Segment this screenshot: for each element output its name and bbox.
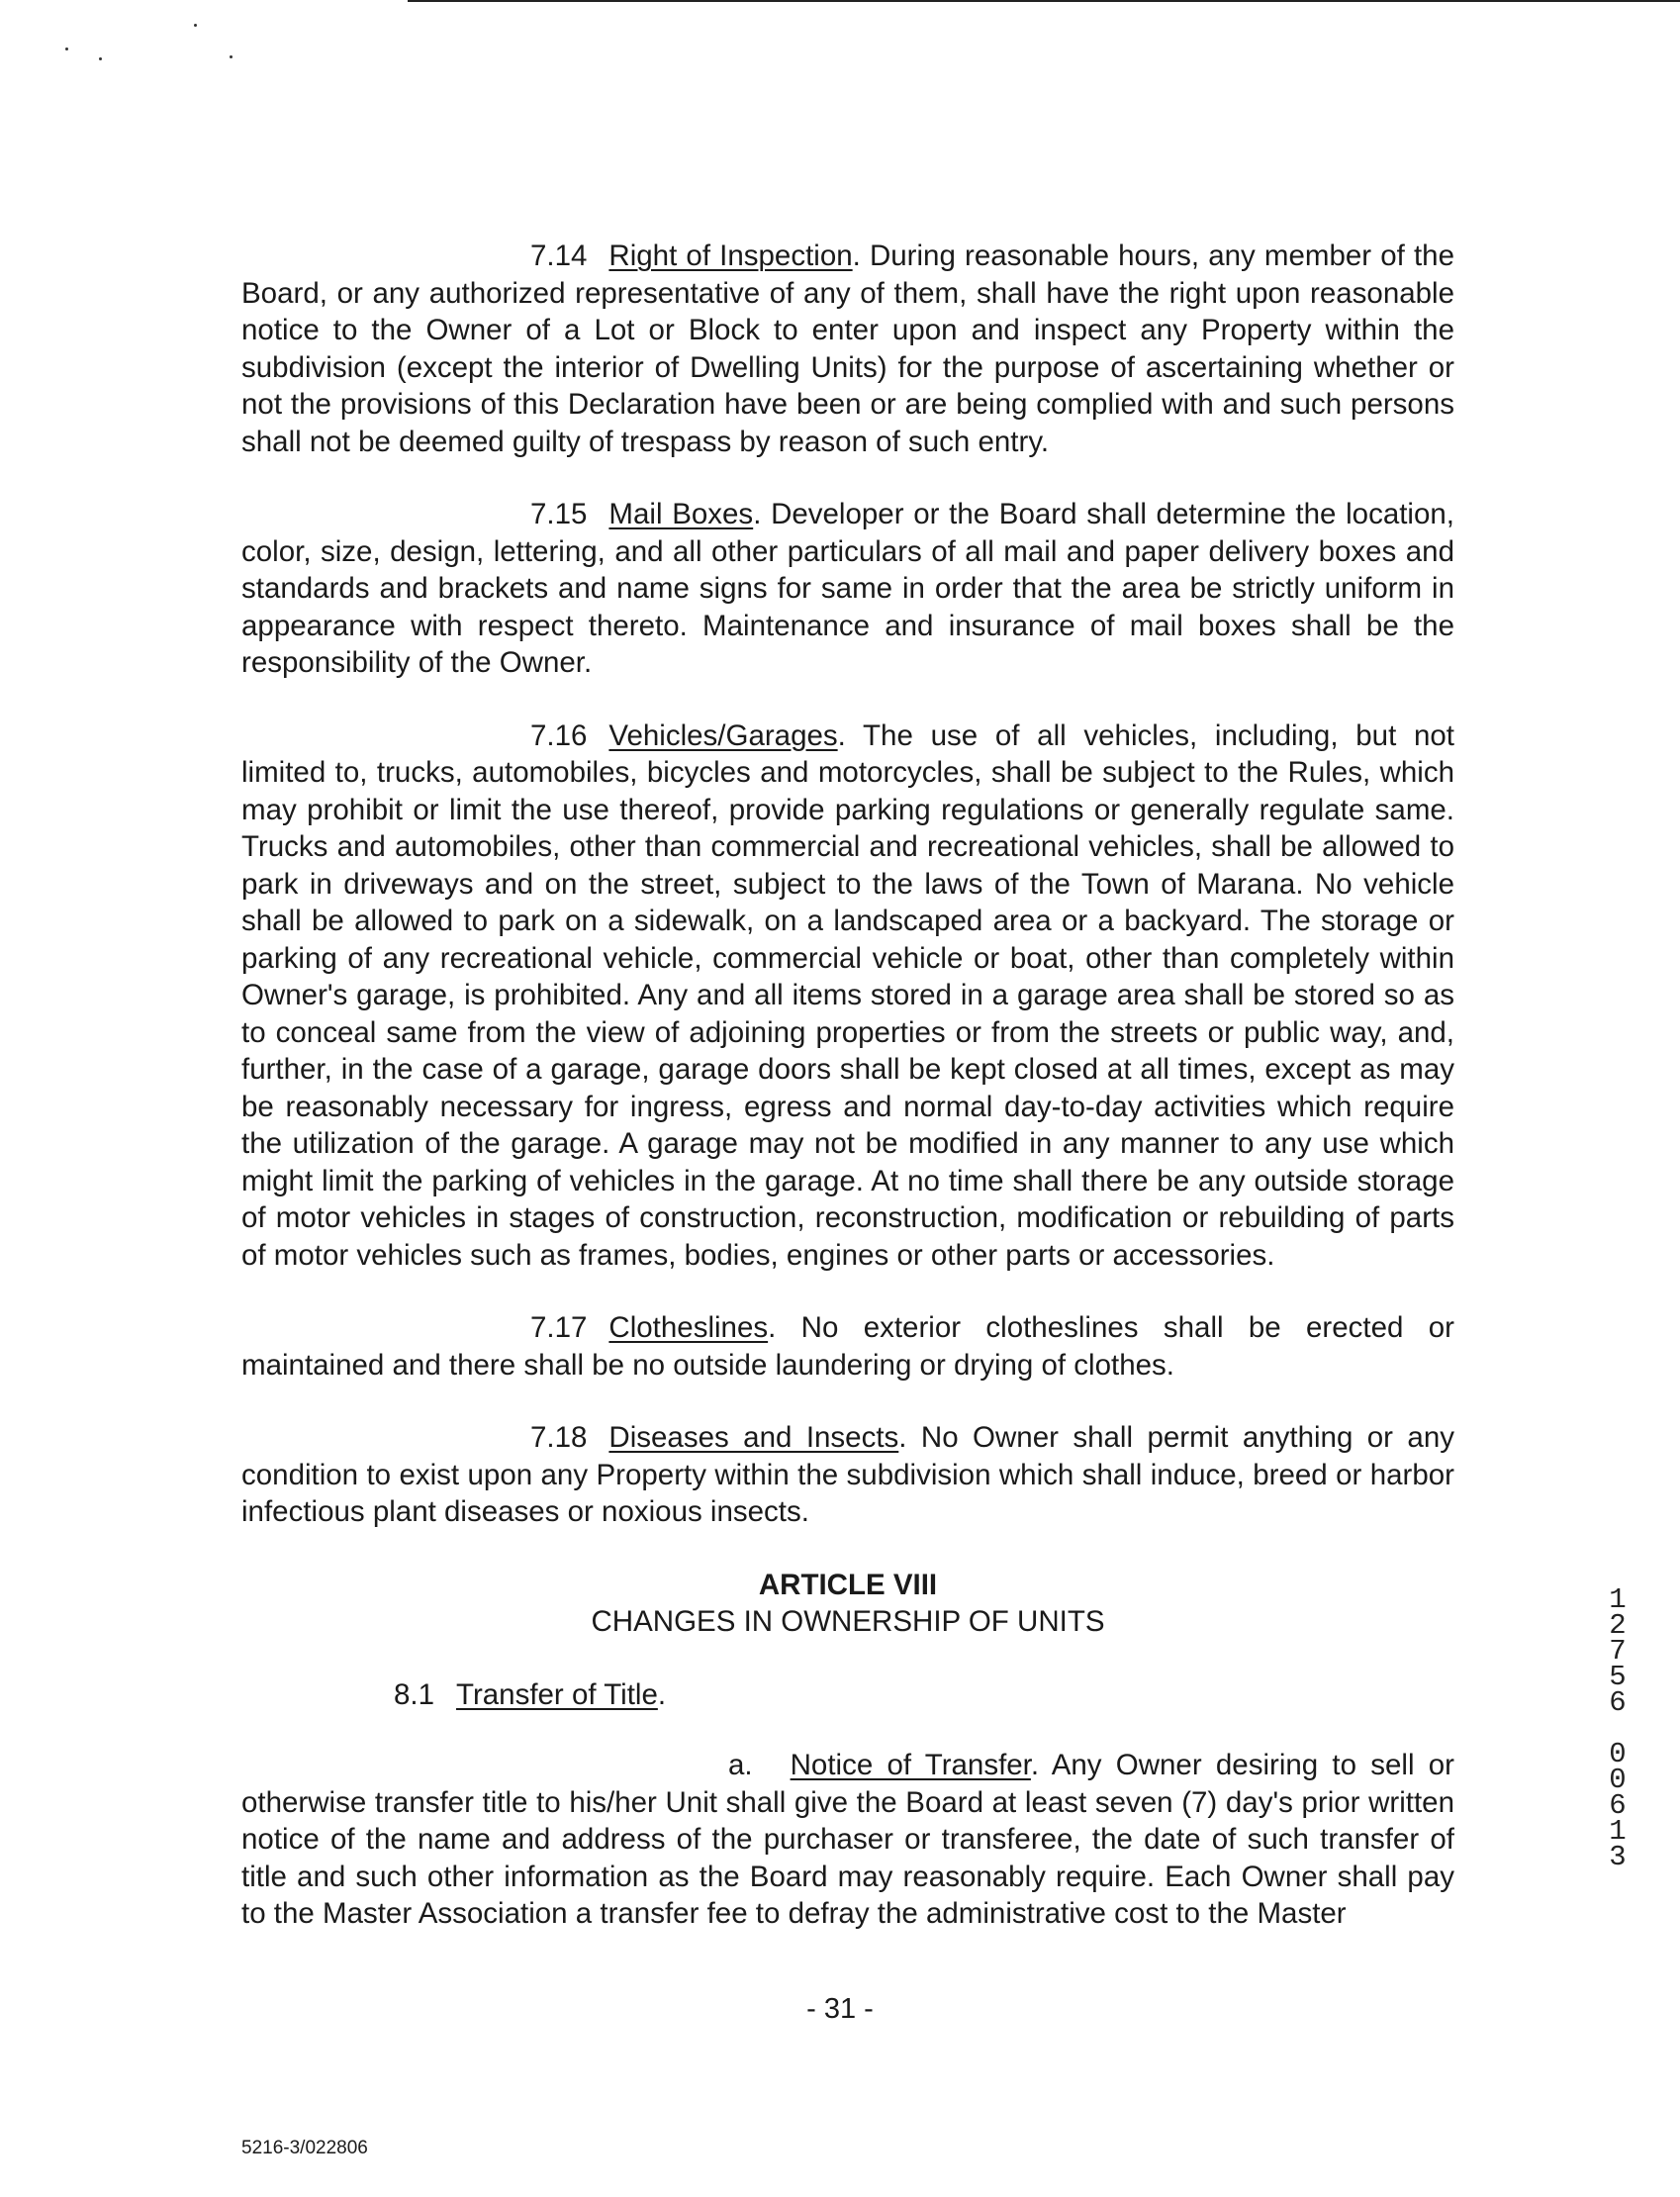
- subsection-suffix: .: [657, 1677, 667, 1711]
- scan-speck: [99, 57, 102, 60]
- recording-digit: 0: [1609, 1764, 1627, 1796]
- section-number: 7.17: [530, 1311, 588, 1344]
- section-text: . No Owner shall permit anything or any condition to exist upon any Property within the subdivision which shall induce, breed or harbor infectious plant diseases or noxious insects.: [241, 1421, 1454, 1528]
- section-number: 7.15: [530, 498, 588, 530]
- article-title: ARTICLE VIII: [758, 1568, 938, 1601]
- subparagraph-heading: Notice of Transfer: [790, 1749, 1031, 1781]
- subparagraph-a: [241, 1747, 1454, 1933]
- scan-speck: [194, 24, 197, 27]
- section-7-15: [241, 496, 1454, 682]
- subparagraph-letter: a.: [728, 1749, 753, 1781]
- recording-digit: 5: [1609, 1661, 1627, 1693]
- scan-speck: [65, 48, 68, 50]
- section-heading: Mail Boxes: [608, 498, 754, 530]
- recording-number: [1603, 1583, 1633, 1873]
- recording-digit: 1: [1609, 1815, 1627, 1848]
- scan-edge-line: [408, 0, 1680, 2]
- recording-digit: 6: [1609, 1686, 1627, 1719]
- subsection-heading: Transfer of Title: [456, 1677, 658, 1711]
- subsection-8-1: [241, 1676, 1454, 1714]
- section-heading: Vehicles/Garages: [608, 718, 838, 752]
- section-number: 7.14: [530, 239, 588, 272]
- section-7-14: [241, 238, 1454, 460]
- page-number: - 31 -: [806, 1993, 874, 2025]
- section-text: . The use of all vehicles, including, but not limited to, trucks, automobiles, bicycles and motorcycles, shall be subject to the Rules, which may prohibit or limit the use thereof, provide parking regulations or generally regulate same. Trucks and automobiles, other than commercial and recreational vehicles, shall be allowed to park in driveways and on the street, subject to the laws of the Town of Marana. No vehicle shall be allowed to park on a sidewalk, on a landscaped area or a backyard. The storage or parking of any recreational vehicle, commercial vehicle or boat, other than completely within Owner's garage, is prohibited. Any and all items stored in a garage area shall be stored so as to conceal same from the view of adjoining properties or from the streets or public way, and, further, in the case of a garage, garage doors shall be kept closed at all times, except as may be reasonably necessary for ingress, egress and normal day-to-day activities which require the utilization of the garage. A garage may not be modified in any manner to any use which might limit the parking of vehicles in the garage. At no time shall there be any outside storage of motor vehicles in stages of construction, reconstruction, modification or rebuilding of parts of motor vehicles such as frames, bodies, engines or other parts or accessories.: [241, 718, 1454, 1272]
- section-7-18: [241, 1419, 1454, 1531]
- recording-digit: 6: [1609, 1789, 1627, 1822]
- section-number: 7.16: [530, 718, 588, 752]
- article-subtitle: CHANGES IN OWNERSHIP OF UNITS: [591, 1605, 1105, 1638]
- document-code: 5216-3/022806: [241, 2138, 368, 2158]
- recording-digit: 7: [1609, 1635, 1627, 1668]
- section-text: . No exterior clotheslines shall be erected or maintained and there shall be no outside laundering or drying of clothes.: [241, 1311, 1454, 1382]
- recording-digit: 2: [1609, 1609, 1627, 1642]
- section-heading: Clotheslines: [608, 1311, 769, 1344]
- section-heading: Diseases and Insects: [608, 1421, 899, 1454]
- recording-digit: 3: [1609, 1841, 1627, 1873]
- section-7-17: [241, 1309, 1454, 1384]
- section-7-16: [241, 717, 1454, 1275]
- section-text: . During reasonable hours, any member of the Board, or any authorized representative of any of them, shall have the right upon reasonable notice to the Owner of a Lot or Block to enter upon and inspect any Property within the subdivision (except the interior of Dwelling Units) for the purpose of ascertaining whether or not the provisions of this Declaration have been or are being complied with and such persons shall not be deemed guilty of trespass by reason of such entry.: [241, 239, 1454, 458]
- scan-speck: [230, 55, 233, 58]
- section-number: 7.18: [530, 1421, 588, 1454]
- section-text: . Developer or the Board shall determine the location, color, size, design, lettering, and all other particulars of all mail and paper delivery boxes and standards and brackets and name signs for same in order that the area be strictly uniform in appearance with respect thereto. Maintenance and insurance of mail boxes shall be the responsibility of the Owner.: [241, 498, 1454, 679]
- subsection-number: 8.1: [394, 1677, 435, 1711]
- document-page: [241, 238, 1454, 1968]
- recording-digit: 1: [1609, 1583, 1627, 1616]
- recording-digit: 0: [1609, 1738, 1627, 1770]
- subparagraph-text: . Any Owner desiring to sell or otherwise transfer title to his/her Unit shall give the Board at least seven (7) day's prior written notice of the name and address of the purchaser or transferee, the date of such transfer of title and such other information as the Board may reasonably require. Each Owner shall pay to the Master Association a transfer fee to defray the administrative cost to the Master: [241, 1749, 1454, 1930]
- section-heading: Right of Inspection: [608, 239, 853, 272]
